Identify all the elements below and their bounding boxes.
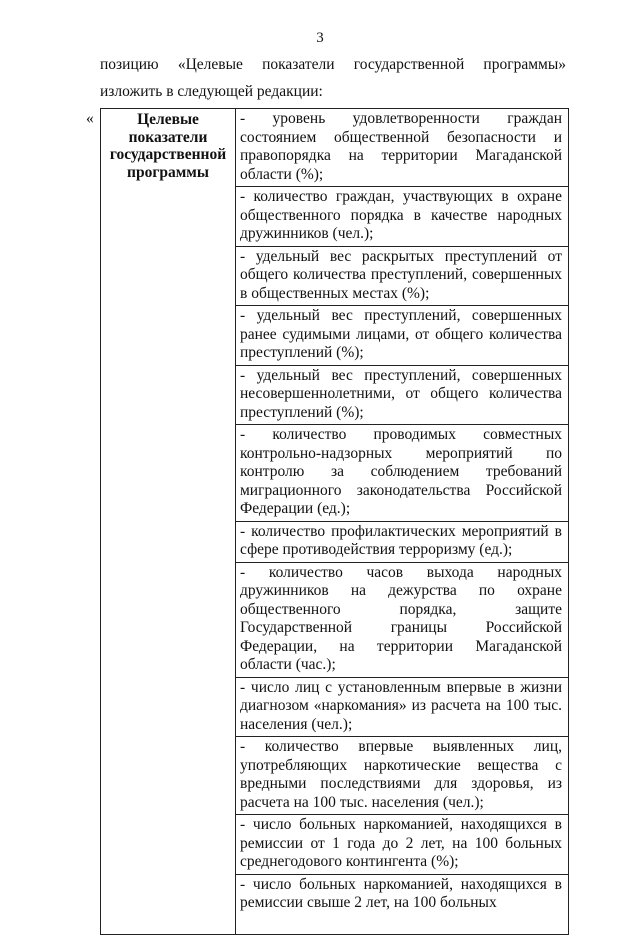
intro-text-line-1: позицию «Целевые показатели государственной программы» [100,56,566,73]
indicator-item: - число больных наркоманией, находящихся в ремиссии свыше 2 лет, на 100 больных [240,875,562,911]
indicators-table [100,108,569,935]
page-number: 3 [316,30,324,46]
intro-text-line-2: изложить в следующей редакции: [100,83,323,100]
indicator-item: - количество проводимых совместных контрольно-надзорных мероприятий по контролю за соблюдением требований миграционного законодательства Российской Федерации (ед.); [236,425,568,522]
opening-quote-mark: « [86,110,94,127]
indicator-item: - число лиц с установленным впервые в жизни диагнозом «наркомания» из расчета на 100 тыс. населения (чел.); [236,678,568,738]
indicator-item: - количество часов выхода народных дружинников на дежурства по охране общественного порядка, защите Государственной границы Российской Федерации, на территории Магаданской области (час.); [236,563,568,678]
table-label-cell [101,109,236,935]
indicator-item: - число больных наркоманией, находящихся в ремиссии от 1 года до 2 лет, на 100 больных среднегодового контингента (%); [236,815,568,875]
table-items-cell [236,109,569,935]
table-row [101,109,569,935]
indicator-item: - количество впервые выявленных лиц, употребляющих наркотические вещества с вредными последствиями для здоровья, из расчета на 100 тыс. населения (чел.); [236,737,568,815]
indicator-item: - уровень удовлетворенности граждан состоянием общественной безопасности и правопорядка на территории Магаданской области (%); [236,109,568,187]
indicator-item: - удельный вес преступлений, совершенных ранее судимыми лицами, от общего количества преступлений (%); [236,306,568,366]
indicator-item: - удельный вес преступлений, совершенных несовершеннолетними, от общего количества преступлений (%); [236,366,568,426]
indicator-item: - количество граждан, участвующих в охране общественного порядка в качестве народных дружинников (чел.); [236,187,568,247]
indicator-item: - удельный вес раскрытых преступлений от общего количества преступлений, совершенных в общественных местах (%); [236,247,568,307]
indicator-item: - количество профилактических мероприятий в сфере противодействия терроризму (ед.); [236,522,568,563]
table-label: Целевые показатели государственной программы [109,111,227,181]
